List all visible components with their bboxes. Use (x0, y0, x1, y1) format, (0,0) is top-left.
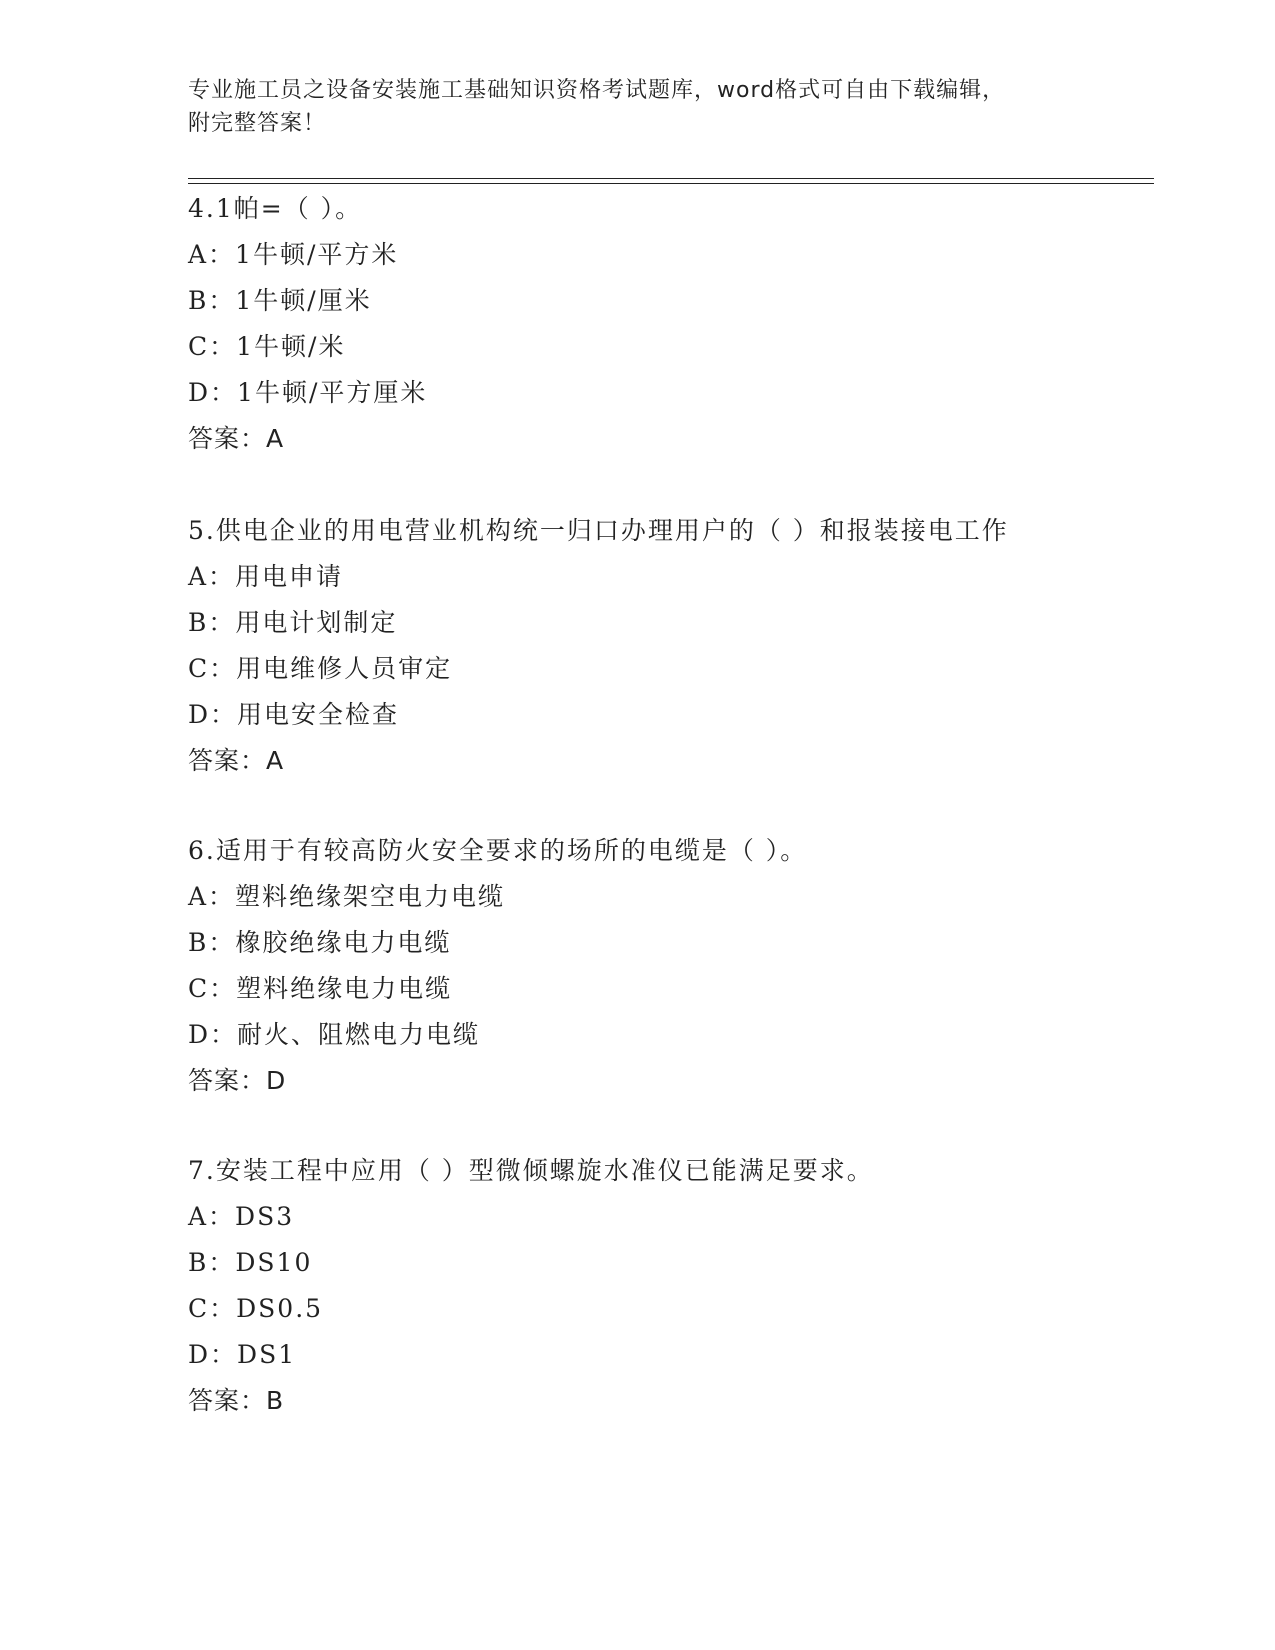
question-stem: 6.适用于有较高防火安全要求的场所的电缆是（ ）。 (188, 836, 808, 865)
option-c: C：塑料绝缘电力电缆 (188, 974, 453, 1003)
option-d: D：用电安全检查 (188, 700, 400, 729)
question-stem: 4.1帕=（ ）。 (188, 194, 363, 223)
answer-line: 答案：B (188, 1386, 285, 1415)
header-divider-top (188, 178, 1154, 179)
answer-line: 答案：D (188, 1066, 287, 1095)
option-d: D：耐火、阻燃电力电缆 (188, 1020, 481, 1049)
question-stem: 7.安装工程中应用（ ）型微倾螺旋水准仪已能满足要求。 (188, 1156, 874, 1185)
option-d: D：DS1 (188, 1340, 297, 1369)
option-a: A：DS3 (188, 1202, 295, 1231)
document-header (188, 74, 1068, 140)
question-block (188, 828, 1148, 1104)
header-divider-bottom (188, 183, 1154, 184)
header-line-1: 专业施工员之设备安装施工基础知识资格考试题库，word格式可自由下载编辑， (188, 78, 1006, 103)
option-c: C：DS0.5 (188, 1294, 324, 1323)
option-c: C：1牛顿/米 (188, 332, 346, 361)
option-a: A：塑料绝缘架空电力电缆 (188, 882, 506, 911)
option-a: A：用电申请 (188, 562, 344, 591)
option-a: A：1牛顿/平方米 (188, 240, 399, 269)
header-line-2: 附完整答案！ (188, 111, 327, 136)
option-b: B：DS10 (188, 1248, 313, 1277)
answer-line: 答案：A (188, 424, 285, 453)
answer-line: 答案：A (188, 746, 285, 775)
option-c: C：用电维修人员审定 (188, 654, 453, 683)
question-stem: 5.供电企业的用电营业机构统一归口办理用户的（ ）和报装接电工作 (188, 516, 1009, 545)
question-block (188, 186, 1148, 462)
question-block (188, 508, 1148, 784)
option-d: D：1牛顿/平方厘米 (188, 378, 428, 407)
option-b: B：用电计划制定 (188, 608, 398, 637)
option-b: B：1牛顿/厘米 (188, 286, 372, 315)
option-b: B：橡胶绝缘电力电缆 (188, 928, 452, 957)
question-block (188, 1148, 1148, 1424)
